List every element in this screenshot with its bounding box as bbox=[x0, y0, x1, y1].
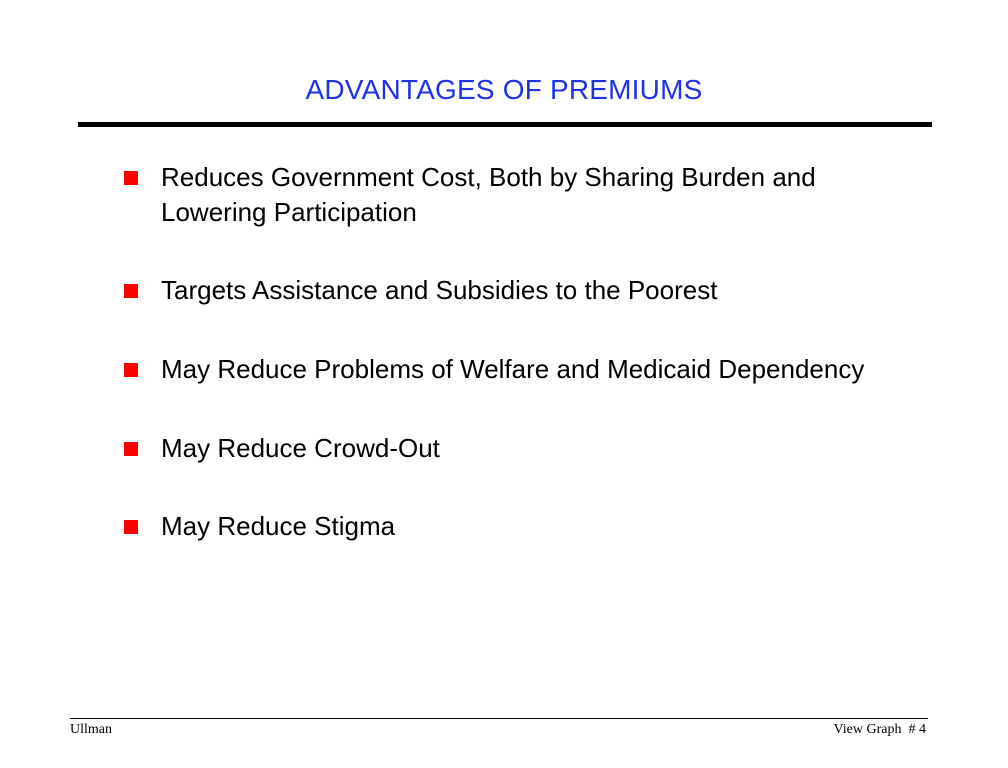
bullet-item bbox=[124, 160, 904, 230]
slide-title: ADVANTAGES OF PREMIUMS bbox=[305, 74, 703, 105]
bullet-text: May Reduce Problems of Welfare and Medicaid Dependency bbox=[161, 354, 865, 384]
bullet-item bbox=[124, 509, 904, 544]
bullet-item bbox=[124, 273, 904, 308]
square-bullet-icon bbox=[124, 284, 138, 298]
bullet-item bbox=[124, 431, 904, 466]
square-bullet-icon bbox=[124, 171, 138, 185]
footer-divider bbox=[70, 718, 928, 719]
bullet-item bbox=[124, 352, 904, 387]
square-bullet-icon bbox=[124, 520, 138, 534]
bullet-list bbox=[124, 160, 904, 544]
bullet-text: Targets Assistance and Subsidies to the Poorest bbox=[161, 275, 718, 305]
title-divider bbox=[78, 122, 932, 127]
footer-author: Ullman bbox=[70, 722, 112, 737]
bullet-text: May Reduce Crowd-Out bbox=[161, 433, 440, 463]
bullet-text: May Reduce Stigma bbox=[161, 511, 396, 541]
bullet-text: Reduces Government Cost, Both by Sharing Burden and Lowering Participation bbox=[161, 162, 816, 227]
footer-page-label: View Graph # 4 bbox=[833, 722, 926, 737]
square-bullet-icon bbox=[124, 363, 138, 377]
square-bullet-icon bbox=[124, 442, 138, 456]
